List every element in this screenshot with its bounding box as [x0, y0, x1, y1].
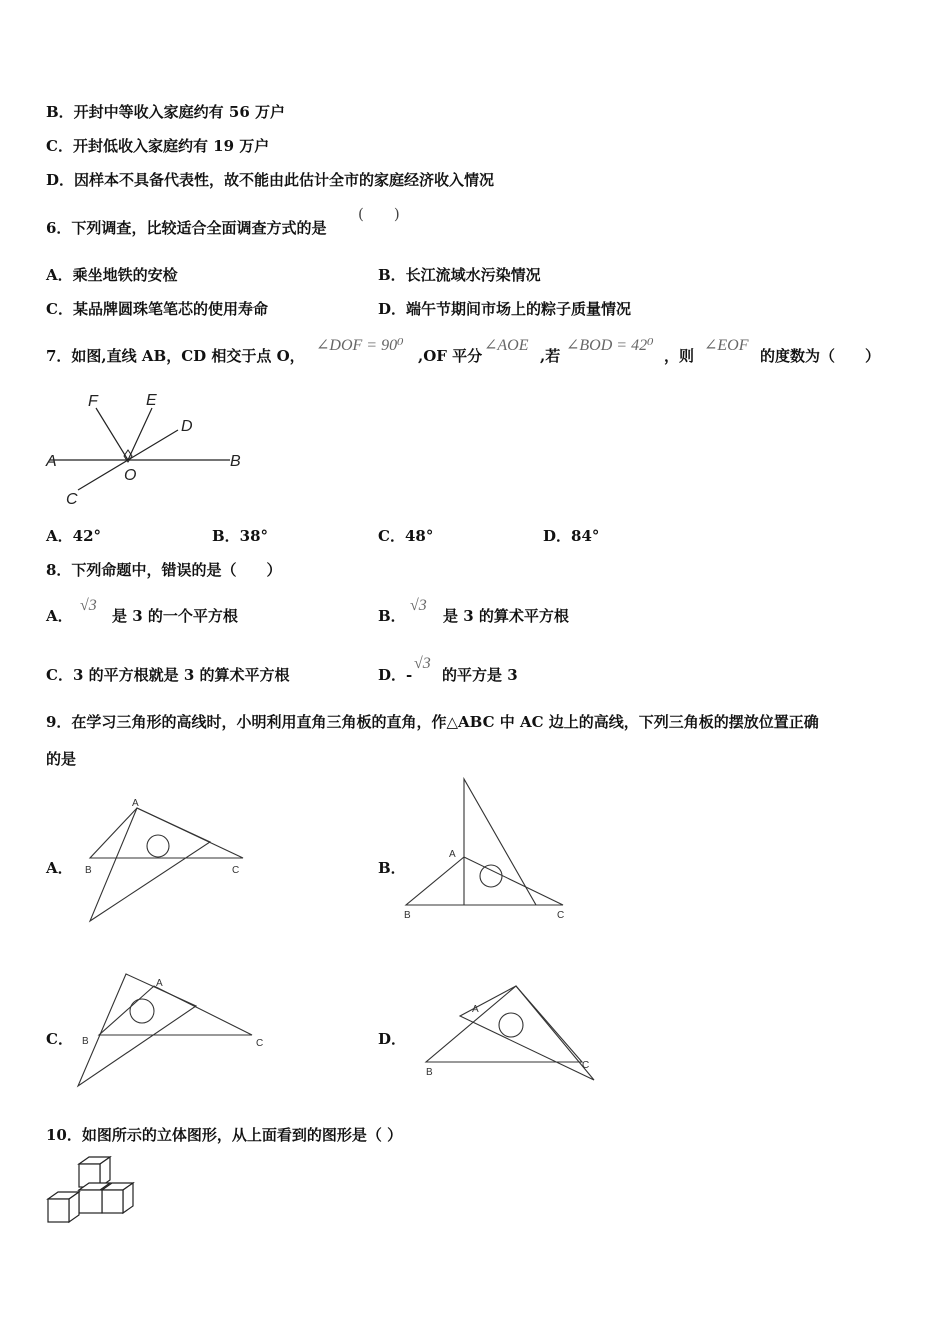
- q7-label-c: C: [66, 491, 78, 508]
- q8-option-d-label: D．-: [378, 666, 413, 684]
- q9-stem-line1: 9．在学习三角形的高线时，小明利用直角三角板的直角，作△ABC 中 AC 边上的高线，下列三角板的摆放位置正确: [46, 713, 819, 731]
- q9-option-b-label: B．: [378, 859, 406, 877]
- q7-stem-part5: 的度数为（ ）: [760, 347, 881, 365]
- q9a-label-b: B: [85, 865, 92, 876]
- q5-option-d: D．因样本不具备代表性，故不能由此估计全市的家庭经济收入情况: [46, 171, 495, 189]
- q9-figure-c: [72, 968, 272, 1093]
- q7-stem-part3: ,若: [540, 347, 561, 365]
- q7-math-bod: ∠BOD = 42⁰: [566, 337, 654, 354]
- q6-stem: 6．下列调查，比较适合全面调查方式的是: [46, 219, 327, 237]
- q9b-label-c: C: [557, 910, 565, 921]
- q9-figure-a: [80, 795, 250, 925]
- q7-angle-figure: [40, 386, 250, 511]
- q10-cube-figure: [44, 1154, 144, 1229]
- q7-math-eof: ∠EOF: [704, 337, 749, 354]
- q6-option-d: D．端午节期间市场上的粽子质量情况: [378, 300, 632, 318]
- q8-option-c: C．3 的平方根就是 3 的算术平方根: [46, 666, 290, 684]
- q8-option-b-label: B．: [378, 607, 406, 625]
- q7-label-o: O: [124, 467, 137, 484]
- q6-option-c: C．某品牌圆珠笔笔芯的使用寿命: [46, 300, 268, 318]
- q7-label-b: B: [230, 453, 241, 470]
- q9a-label-c: C: [232, 865, 240, 876]
- q8-option-b-text: 是 3 的算术平方根: [443, 607, 569, 625]
- q9a-label-a: A: [132, 798, 139, 809]
- q9-option-c-label: C．: [46, 1030, 73, 1048]
- q6-paren: ( ): [358, 205, 400, 223]
- q9d-label-c: C: [582, 1060, 590, 1071]
- q9c-label-c: C: [256, 1038, 264, 1049]
- q8-option-a-root: √3: [80, 597, 97, 614]
- q7-stem-part2: ,OF 平分: [418, 347, 483, 365]
- q9c-label-b: B: [82, 1036, 89, 1047]
- q7-option-c: C．48°: [378, 527, 434, 545]
- q7-option-a: A．42°: [46, 527, 102, 545]
- q7-option-b: B．38°: [212, 527, 269, 545]
- q7-option-d: D．84°: [543, 527, 600, 545]
- q8-option-d-root: √3: [414, 655, 431, 672]
- q6-option-b: B．长江流域水污染情况: [378, 266, 541, 284]
- q9-stem-line2: 的是: [46, 750, 77, 768]
- q9-figure-b: [400, 775, 575, 925]
- q9b-label-a: A: [449, 849, 456, 860]
- q7-label-e: E: [146, 392, 157, 409]
- q10-stem: 10．如图所示的立体图形，从上面看到的图形是（ ）: [46, 1126, 403, 1144]
- q5-option-b: B．开封中等收入家庭约有 56 万户: [46, 103, 285, 121]
- q9-figure-d: [420, 980, 605, 1085]
- q7-stem-part4: ，则: [664, 347, 695, 365]
- q8-stem: 8．下列命题中，错误的是（ ）: [46, 561, 282, 579]
- q6-option-a: A．乘坐地铁的安检: [46, 266, 178, 284]
- q9-option-a-label: A．: [46, 859, 73, 877]
- q7-label-d: D: [181, 418, 193, 435]
- q9b-label-b: B: [404, 910, 411, 921]
- q7-label-f: F: [88, 393, 98, 410]
- q7-math-dof: ∠DOF = 90⁰: [316, 337, 404, 354]
- q7-math-aoe: ∠AOE: [484, 337, 529, 354]
- q8-option-a-text: 是 3 的一个平方根: [112, 607, 238, 625]
- q8-option-a-label: A．: [46, 607, 73, 625]
- q7-stem-part1: 7．如图,直线 AB，CD 相交于点 O，: [46, 347, 305, 365]
- q9d-label-a: A: [472, 1004, 479, 1015]
- q9-option-d-label: D．: [378, 1030, 407, 1048]
- q9d-label-b: B: [426, 1067, 433, 1078]
- q5-option-c: C．开封低收入家庭约有 19 万户: [46, 137, 270, 155]
- q8-option-b-root: √3: [410, 597, 427, 614]
- q7-label-a: A: [46, 453, 57, 470]
- q9c-label-a: A: [156, 978, 163, 989]
- q8-option-d-text: 的平方是 3: [442, 666, 518, 684]
